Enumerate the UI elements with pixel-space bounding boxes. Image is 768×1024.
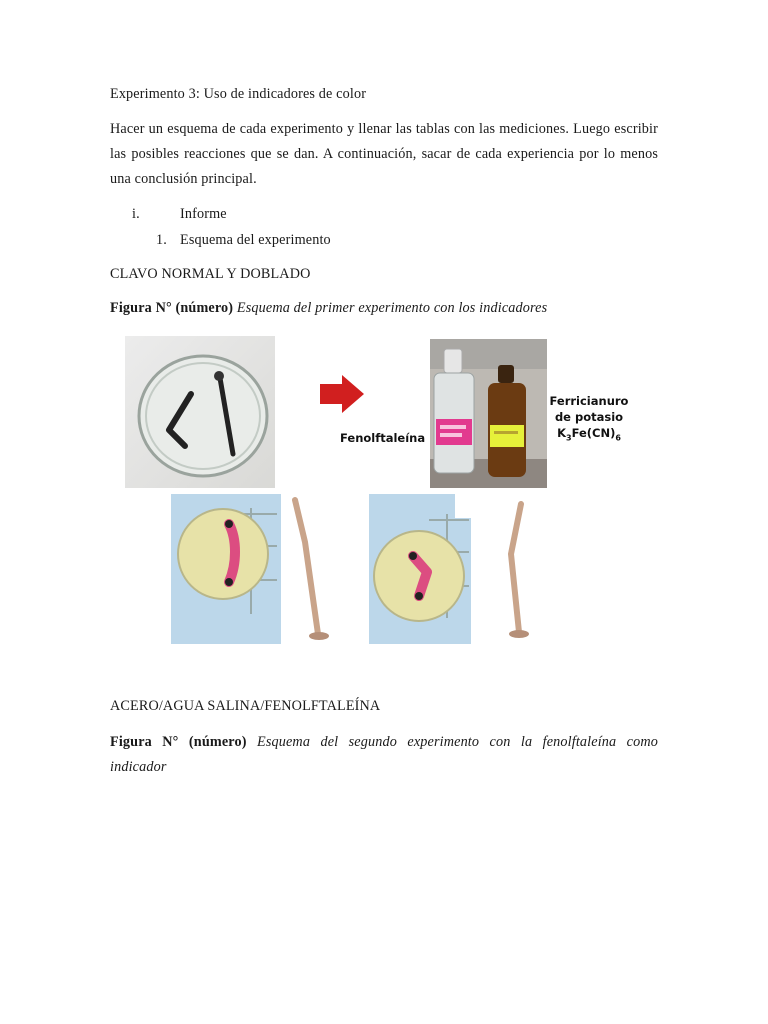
ferricyanide-formula xyxy=(546,425,632,446)
outline-marker-i: i. xyxy=(132,206,140,222)
formula-fecn: Fe(CN) xyxy=(571,426,616,440)
figure2-caption-italic: Esquema del segundo experimento con la fenolftaleína como xyxy=(257,734,659,750)
experiment-heading: Experimento 3: Uso de indicadores de color xyxy=(110,86,367,102)
figure1-caption xyxy=(110,296,547,321)
figure2-caption-line1 xyxy=(110,730,658,755)
figure1-caption-italic: Esquema del primer experimento con los indicadores xyxy=(236,300,548,316)
formula-sub-6: 6 xyxy=(615,433,621,443)
section2-title: ACERO/AGUA SALINA/FENOLFTALEÍNA xyxy=(110,698,381,714)
figure2-caption-bold: Figura N° (número) xyxy=(110,734,247,750)
reagent-bottles-photo xyxy=(430,339,547,488)
straight-nail-result-photo xyxy=(171,494,341,644)
right-arrow-icon xyxy=(318,374,366,414)
outline-marker-1: 1. xyxy=(156,232,167,248)
ferricyanide-label-line2: de potasio xyxy=(554,410,624,424)
phenolphthalein-label: Fenolftaleína xyxy=(340,431,426,445)
outline-item-esquema: Esquema del experimento xyxy=(180,232,331,248)
ferricyanide-label xyxy=(546,393,632,446)
petri-dish-nails-photo xyxy=(125,336,275,488)
formula-sub-3: 3 xyxy=(566,433,572,443)
bent-nail-result-photo xyxy=(369,494,535,644)
intro-paragraph: Hacer un esquema de cada experimento y llenar las tablas con las mediciones. Luego escribir las posibles reacciones que se dan. A continuación, sacar de cada experiencia por lo menos una conclusión principal. xyxy=(110,121,658,187)
ferricyanide-label-line1: Ferricianuro xyxy=(549,394,629,408)
figure2-caption-line2 xyxy=(110,755,167,780)
formula-k: K xyxy=(557,426,566,440)
figure2-caption-italic-cont: indicador xyxy=(110,759,167,775)
figure1-caption-bold: Figura N° (número) xyxy=(110,300,234,316)
section1-title: CLAVO NORMAL Y DOBLADO xyxy=(110,266,311,282)
outline-item-informe: Informe xyxy=(180,206,227,222)
